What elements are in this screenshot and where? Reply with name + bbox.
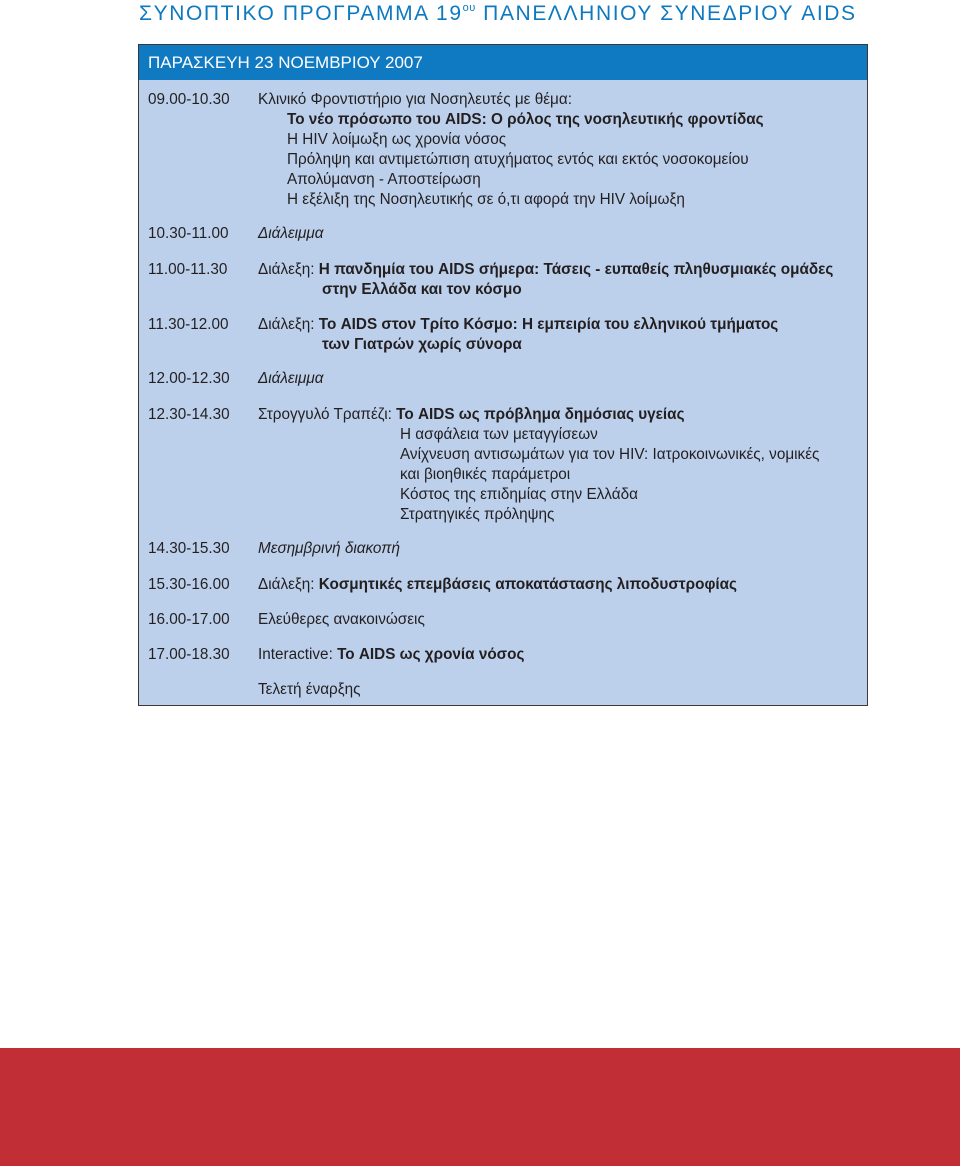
session-time: 12.30-14.30	[148, 406, 230, 423]
title-main: ΣΥΝΟΠΤΙΚΟ ΠΡΟΓΡΑΜΜΑ 19	[139, 2, 463, 25]
session-line	[258, 645, 524, 665]
session-type: Διάλεξη:	[258, 316, 319, 333]
session-time: 16.00-17.00	[148, 611, 230, 628]
session-type: Στρογγυλό Τραπέζι:	[258, 406, 397, 423]
session-title: Η πανδημία του AIDS σήμερα: Τάσεις - ευπαθείς πληθυσμιακές ομάδες	[318, 261, 834, 278]
break-label: Διάλειμμα	[258, 370, 324, 387]
schedule-row	[139, 680, 867, 700]
session-title: Το AIDS ως χρονία νόσος	[337, 646, 525, 663]
document-title	[139, 2, 857, 26]
schedule-row	[139, 315, 867, 355]
schedule-row	[139, 575, 867, 595]
session-line	[258, 315, 778, 335]
session-topic: Στρατηγικές πρόληψης	[400, 506, 555, 523]
session-topic: και βιοηθικές παράμετροι	[400, 466, 571, 483]
session-time: 14.30-15.30	[148, 540, 230, 557]
schedule-row	[139, 405, 867, 525]
session-title-cont: των Γιατρών χωρίς σύνορα	[322, 336, 522, 353]
session-time: 17.00-18.30	[148, 646, 230, 663]
session-type: Interactive:	[258, 646, 338, 663]
session-title: Κοσμητικές επεμβάσεις αποκατάστασης λιποδυστροφίας	[318, 576, 737, 593]
session-line	[258, 260, 833, 280]
session-topic: Η ασφάλεια των μεταγγίσεων	[400, 426, 598, 443]
session-label: Κλινικό Φροντιστήριο για Νοσηλευτές με θέμα:	[258, 91, 572, 108]
schedule-row	[139, 369, 867, 389]
session-time: 12.00-12.30	[148, 370, 230, 387]
session-topic: Απολύμανση - Αποστείρωση	[287, 171, 481, 188]
session-topic: Πρόληψη και αντιμετώπιση ατυχήματος εντός και εκτός νοσοκομείου	[287, 151, 749, 168]
session-time: 10.30-11.00	[148, 225, 229, 242]
schedule-row	[139, 224, 867, 244]
break-label: Διάλειμμα	[258, 225, 324, 242]
session-label: Ελεύθερες ανακοινώσεις	[258, 611, 425, 628]
title-rest: ΠΑΝΕΛΛΗΝΙΟΥ ΣΥΝΕΔΡΙΟΥ AIDS	[475, 2, 857, 25]
session-line	[258, 575, 737, 595]
session-time: 15.30-16.00	[148, 576, 230, 593]
session-topic: Κόστος της επιδημίας στην Ελλάδα	[400, 486, 638, 503]
footer-band	[0, 1048, 960, 1166]
session-topic: Ανίχνευση αντισωμάτων για τον HIV: Ιατροκοινωνικές, νομικές	[400, 446, 820, 463]
session-topic-title: Το νέο πρόσωπο του AIDS: Ο ρόλος της νοσηλευτικής φροντίδας	[287, 111, 764, 128]
session-time: 11.30-12.00	[148, 316, 229, 333]
session-title: Το AIDS ως πρόβλημα δημόσιας υγείας	[396, 406, 685, 423]
session-line	[258, 405, 685, 425]
break-label: Μεσημβρινή διακοπή	[258, 540, 400, 557]
schedule-row	[139, 260, 867, 300]
session-type: Διάλεξη:	[258, 261, 319, 278]
day-header: ΠΑΡΑΣΚΕΥΗ 23 ΝΟΕΜΒΡΙΟΥ 2007	[139, 45, 867, 80]
schedule-row	[139, 645, 867, 665]
session-time: 09.00-10.30	[148, 91, 230, 108]
schedule-row	[139, 539, 867, 559]
session-topic: Η HIV λοίμωξη ως χρονία νόσος	[287, 131, 507, 148]
session-time: 11.00-11.30	[148, 261, 228, 278]
schedule-row	[139, 610, 867, 630]
session-type: Διάλεξη:	[258, 576, 319, 593]
schedule-panel	[138, 44, 868, 706]
session-title: Το AIDS στον Τρίτο Κόσμο: Η εμπειρία του ελληνικού τμήματος	[318, 316, 779, 333]
session-label: Τελετή έναρξης	[258, 681, 361, 698]
title-superscript: ου	[462, 2, 476, 14]
schedule-row	[139, 90, 867, 210]
session-topic: Η εξέλιξη της Νοσηλευτικής σε ό,τι αφορά την HIV λοίμωξη	[287, 191, 685, 208]
session-title-cont: στην Ελλάδα και τον κόσμο	[322, 281, 522, 298]
